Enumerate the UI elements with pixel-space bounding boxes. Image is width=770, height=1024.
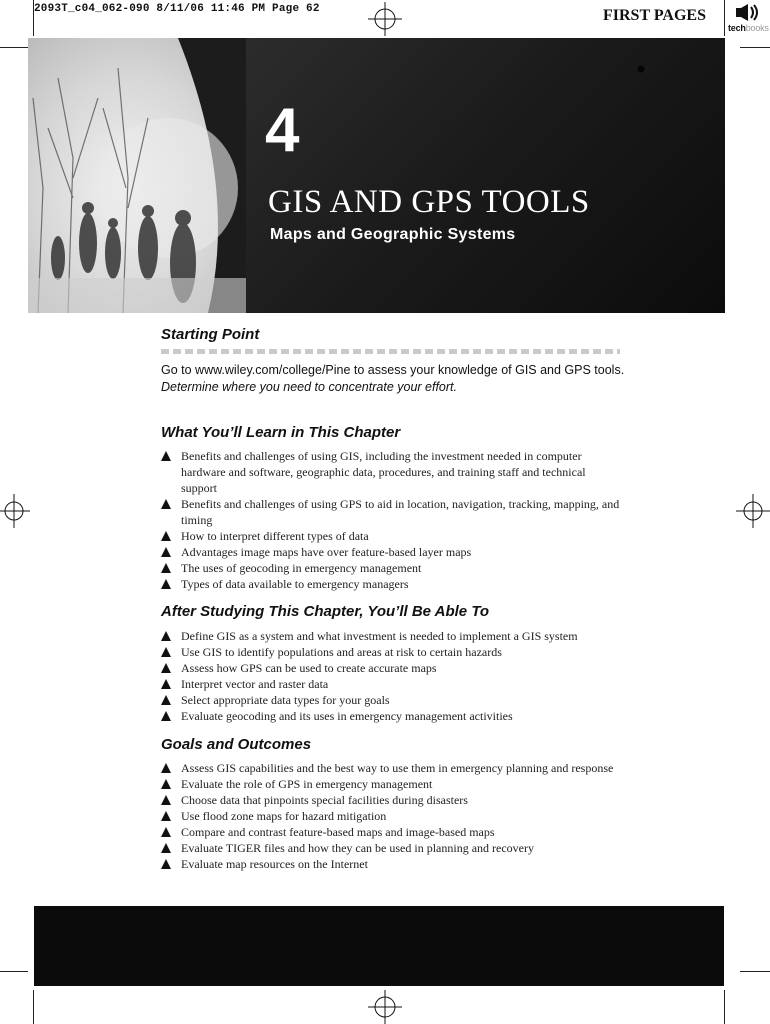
bullet-triangle-icon: [161, 531, 171, 541]
section-heading-learn: What You’ll Learn in This Chapter: [161, 424, 401, 441]
registration-mark-icon: [736, 494, 770, 528]
list-item: Benefits and challenges of using GIS, including the investment needed in computer hardware and software, geographic data, procedures, and training staff and technical support: [161, 448, 621, 496]
crop-mark: [0, 971, 28, 972]
bullet-triangle-icon: [161, 711, 171, 721]
footer-bar: [34, 906, 724, 986]
list-item: Benefits and challenges of using GPS to aid in location, navigation, tracking, mapping, and timing: [161, 496, 621, 528]
list-item: Assess GIS capabilities and the best way to use them in emergency planning and response: [161, 760, 621, 776]
learn-list: [161, 448, 621, 592]
bullet-triangle-icon: [161, 843, 171, 853]
bullet-triangle-icon: [161, 579, 171, 589]
able-to-list: [161, 628, 621, 724]
bullet-triangle-icon: [161, 859, 171, 869]
list-item: Evaluate the role of GPS in emergency management: [161, 776, 621, 792]
bullet-triangle-icon: [161, 663, 171, 673]
dashed-divider: [161, 349, 620, 354]
bullet-triangle-icon: [161, 451, 171, 461]
bullet-triangle-icon: [161, 763, 171, 773]
bullet-triangle-icon: [161, 695, 171, 705]
proof-label: FIRST PAGES: [603, 7, 706, 24]
bullet-triangle-icon: [161, 779, 171, 789]
chapter-number: 4: [265, 96, 300, 165]
list-item: Advantages image maps have over feature-based layer maps: [161, 544, 621, 560]
chapter-photo: [28, 38, 250, 313]
bullet-triangle-icon: [161, 795, 171, 805]
publisher-logo: [726, 3, 770, 33]
logo-text: techbooks: [728, 23, 769, 33]
list-item: How to interpret different types of data: [161, 528, 621, 544]
crop-mark: [740, 47, 770, 48]
bullet-triangle-icon: [161, 811, 171, 821]
speaker-icon: [726, 3, 770, 25]
chapter-title: GIS AND GPS TOOLS: [268, 184, 590, 220]
list-item: Use GIS to identify populations and areas at risk to certain hazards: [161, 644, 621, 660]
crop-mark: [740, 971, 770, 972]
list-item: Assess how GPS can be used to create accurate maps: [161, 660, 621, 676]
list-item: Compare and contrast feature-based maps and image-based maps: [161, 824, 621, 840]
list-item: Evaluate geocoding and its uses in emergency management activities: [161, 708, 621, 724]
crop-mark: [724, 0, 725, 36]
chapter-subtitle: Maps and Geographic Systems: [270, 226, 516, 243]
goals-list: [161, 760, 621, 872]
list-item: Evaluate TIGER files and how they can be used in planning and recovery: [161, 840, 621, 856]
bullet-triangle-icon: [161, 679, 171, 689]
bullet-triangle-icon: [161, 647, 171, 657]
list-item: Types of data available to emergency managers: [161, 576, 621, 592]
decorative-dot-icon: [636, 64, 646, 74]
crop-mark: [33, 0, 34, 36]
registration-mark-icon: [368, 990, 402, 1024]
section-heading-able-to: After Studying This Chapter, You’ll Be Able To: [161, 603, 490, 620]
starting-point-line: Go to www.wiley.com/college/Pine to assess your knowledge of GIS and GPS tools.: [161, 363, 625, 377]
registration-mark-icon: [368, 2, 402, 36]
registration-mark-icon: [0, 494, 30, 528]
section-heading-starting-point: Starting Point: [161, 326, 260, 343]
bullet-triangle-icon: [161, 563, 171, 573]
list-item: The uses of geocoding in emergency management: [161, 560, 621, 576]
section-heading-goals: Goals and Outcomes: [161, 736, 312, 753]
crop-mark: [33, 990, 34, 1024]
list-item: Define GIS as a system and what investment is needed to implement a GIS system: [161, 628, 621, 644]
list-item: Evaluate map resources on the Internet: [161, 856, 621, 872]
starting-point-italic-line: Determine where you need to concentrate your effort.: [161, 380, 457, 394]
crop-mark: [0, 47, 28, 48]
starting-point-text: [161, 362, 631, 396]
chapter-title-band: [246, 38, 725, 313]
list-item: Interpret vector and raster data: [161, 676, 621, 692]
page-slug: 2093T_c04_062-090 8/11/06 11:46 PM Page 62: [34, 3, 320, 15]
list-item: Use flood zone maps for hazard mitigation: [161, 808, 621, 824]
list-item: Choose data that pinpoints special facilities during disasters: [161, 792, 621, 808]
bullet-triangle-icon: [161, 499, 171, 509]
crop-mark: [724, 990, 725, 1024]
bullet-triangle-icon: [161, 631, 171, 641]
bullet-triangle-icon: [161, 547, 171, 557]
list-item: Select appropriate data types for your goals: [161, 692, 621, 708]
bullet-triangle-icon: [161, 827, 171, 837]
